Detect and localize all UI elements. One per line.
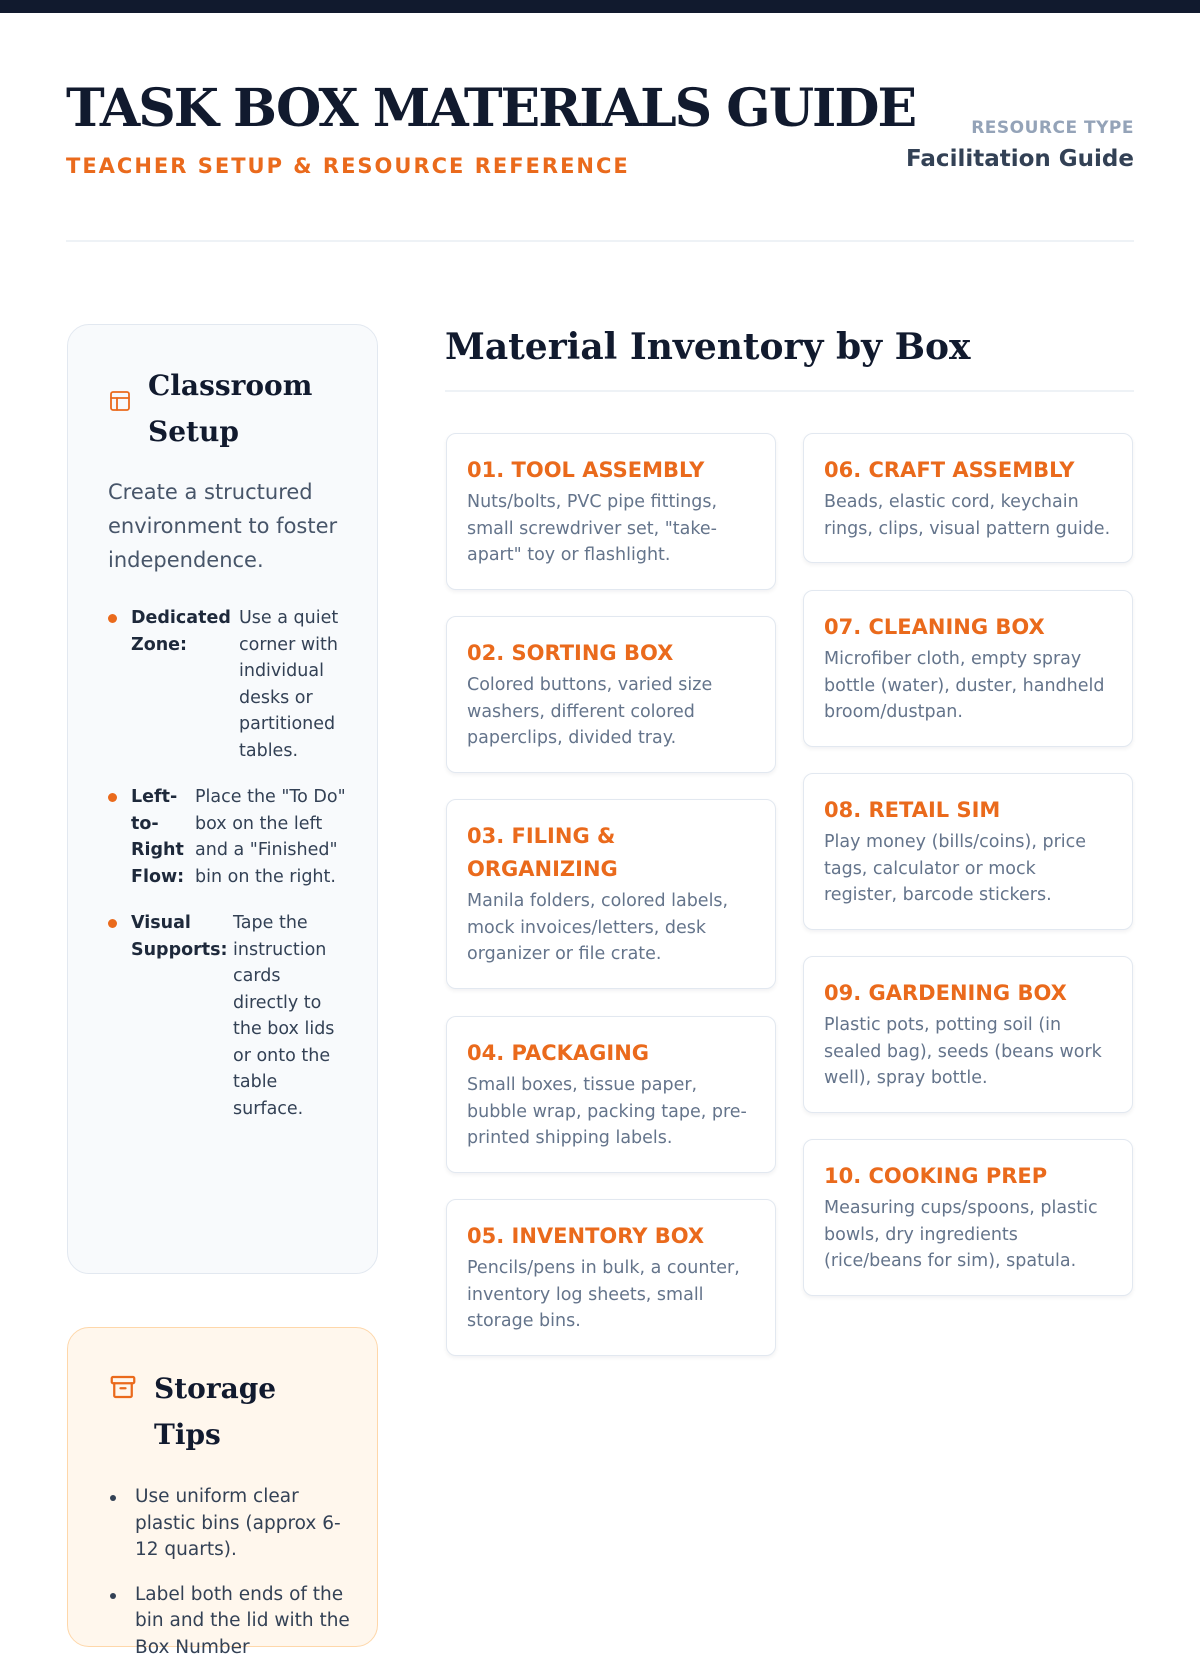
storage-tip-text: Use uniform clear plastic bins (approx 6-12 quarts). [135, 1484, 351, 1564]
box-card-packaging [446, 1016, 776, 1173]
setup-term: Visual Supports: [131, 910, 221, 963]
box-title: 09. GARDENING BOX [824, 977, 1114, 1010]
setup-definition: Use a quiet corner with individual desks or partitioned tables. [239, 605, 351, 764]
setup-definition: Place the "To Do" box on the left and a "Finished" bin on the right. [195, 784, 351, 890]
box-title: 07. CLEANING BOX [824, 611, 1114, 644]
list-item [108, 784, 351, 890]
inventory-section-title: Material Inventory by Box [445, 326, 970, 368]
storage-tips-list [108, 1484, 351, 1661]
box-materials: Small boxes, tissue paper, bubble wrap, packing tape, pre-printed shipping labels. [467, 1072, 757, 1152]
storage-tips-title: Storage Tips [154, 1366, 351, 1458]
storage-tip-text: Label both ends of the bin and the lid with the Box Number [135, 1582, 351, 1661]
box-title: 04. PACKAGING [467, 1037, 757, 1070]
box-materials: Pencils/pens in bulk, a counter, inventory log sheets, small storage bins. [467, 1255, 757, 1335]
box-title: 01. TOOL ASSEMBLY [467, 454, 757, 487]
box-title: 10. COOKING PREP [824, 1160, 1114, 1193]
box-card-gardening [803, 956, 1133, 1113]
box-title: 06. CRAFT ASSEMBLY [824, 454, 1114, 487]
box-card-tool-assembly [446, 433, 776, 590]
resource-type-block [906, 118, 1134, 172]
list-item [108, 605, 351, 764]
bullet-icon [110, 1495, 116, 1501]
document-title: TASK BOX MATERIALS GUIDE [66, 80, 915, 137]
list-item [108, 1484, 351, 1564]
box-title: 02. SORTING BOX [467, 637, 757, 670]
box-materials: Colored buttons, varied size washers, different colored paperclips, divided tray. [467, 672, 757, 752]
classroom-setup-heading [108, 363, 351, 455]
bullet-icon [110, 1593, 116, 1599]
bullet-icon [108, 614, 117, 623]
top-accent-bar [0, 0, 1200, 13]
box-materials: Beads, elastic cord, keychain rings, clips, visual pattern guide. [824, 489, 1114, 542]
archive-icon [108, 1372, 138, 1406]
box-title: 05. INVENTORY BOX [467, 1220, 757, 1253]
resource-type-value: Facilitation Guide [906, 146, 1134, 172]
setup-term: Left-to-Right Flow: [131, 784, 183, 890]
box-title: 03. FILING & ORGANIZING [467, 820, 757, 886]
classroom-setup-card [67, 324, 378, 1274]
layout-icon [108, 389, 132, 417]
box-materials: Plastic pots, potting soil (in sealed bag), seeds (beans work well), spray bottle. [824, 1012, 1114, 1092]
bullet-icon [108, 793, 117, 802]
classroom-setup-description: Create a structured environment to foster independence. [108, 475, 351, 577]
setup-definition: Tape the instruction cards directly to the box lids or onto the table surface. [233, 910, 351, 1122]
box-materials: Measuring cups/spoons, plastic bowls, dry ingredients (rice/beans for sim), spatula. [824, 1195, 1114, 1275]
box-materials: Manila folders, colored labels, mock invoices/letters, desk organizer or file crate. [467, 888, 757, 968]
box-materials: Nuts/bolts, PVC pipe fittings, small screwdriver set, "take-apart" toy or flashlight. [467, 489, 757, 569]
box-card-inventory [446, 1199, 776, 1356]
list-item [108, 910, 351, 1122]
setup-term: Dedicated Zone: [131, 605, 227, 658]
box-title: 08. RETAIL SIM [824, 794, 1114, 827]
box-card-retail-sim [803, 773, 1133, 930]
document-subtitle: TEACHER SETUP & RESOURCE REFERENCE [66, 154, 630, 178]
box-card-filing-organizing [446, 799, 776, 989]
setup-tips-list [108, 605, 351, 1122]
box-card-sorting [446, 616, 776, 773]
list-item [108, 1582, 351, 1661]
box-card-craft-assembly [803, 433, 1133, 563]
storage-tips-card [67, 1327, 378, 1647]
storage-tips-heading [108, 1366, 351, 1458]
box-materials: Play money (bills/coins), price tags, calculator or mock register, barcode stickers. [824, 829, 1114, 909]
box-card-cooking-prep [803, 1139, 1133, 1296]
box-card-cleaning [803, 590, 1133, 747]
classroom-setup-title: Classroom Setup [148, 363, 351, 455]
bullet-icon [108, 919, 117, 928]
inventory-divider [445, 390, 1134, 392]
header-divider [66, 240, 1134, 242]
box-materials: Microfiber cloth, empty spray bottle (water), duster, handheld broom/dustpan. [824, 646, 1114, 726]
resource-type-label: RESOURCE TYPE [906, 118, 1134, 138]
